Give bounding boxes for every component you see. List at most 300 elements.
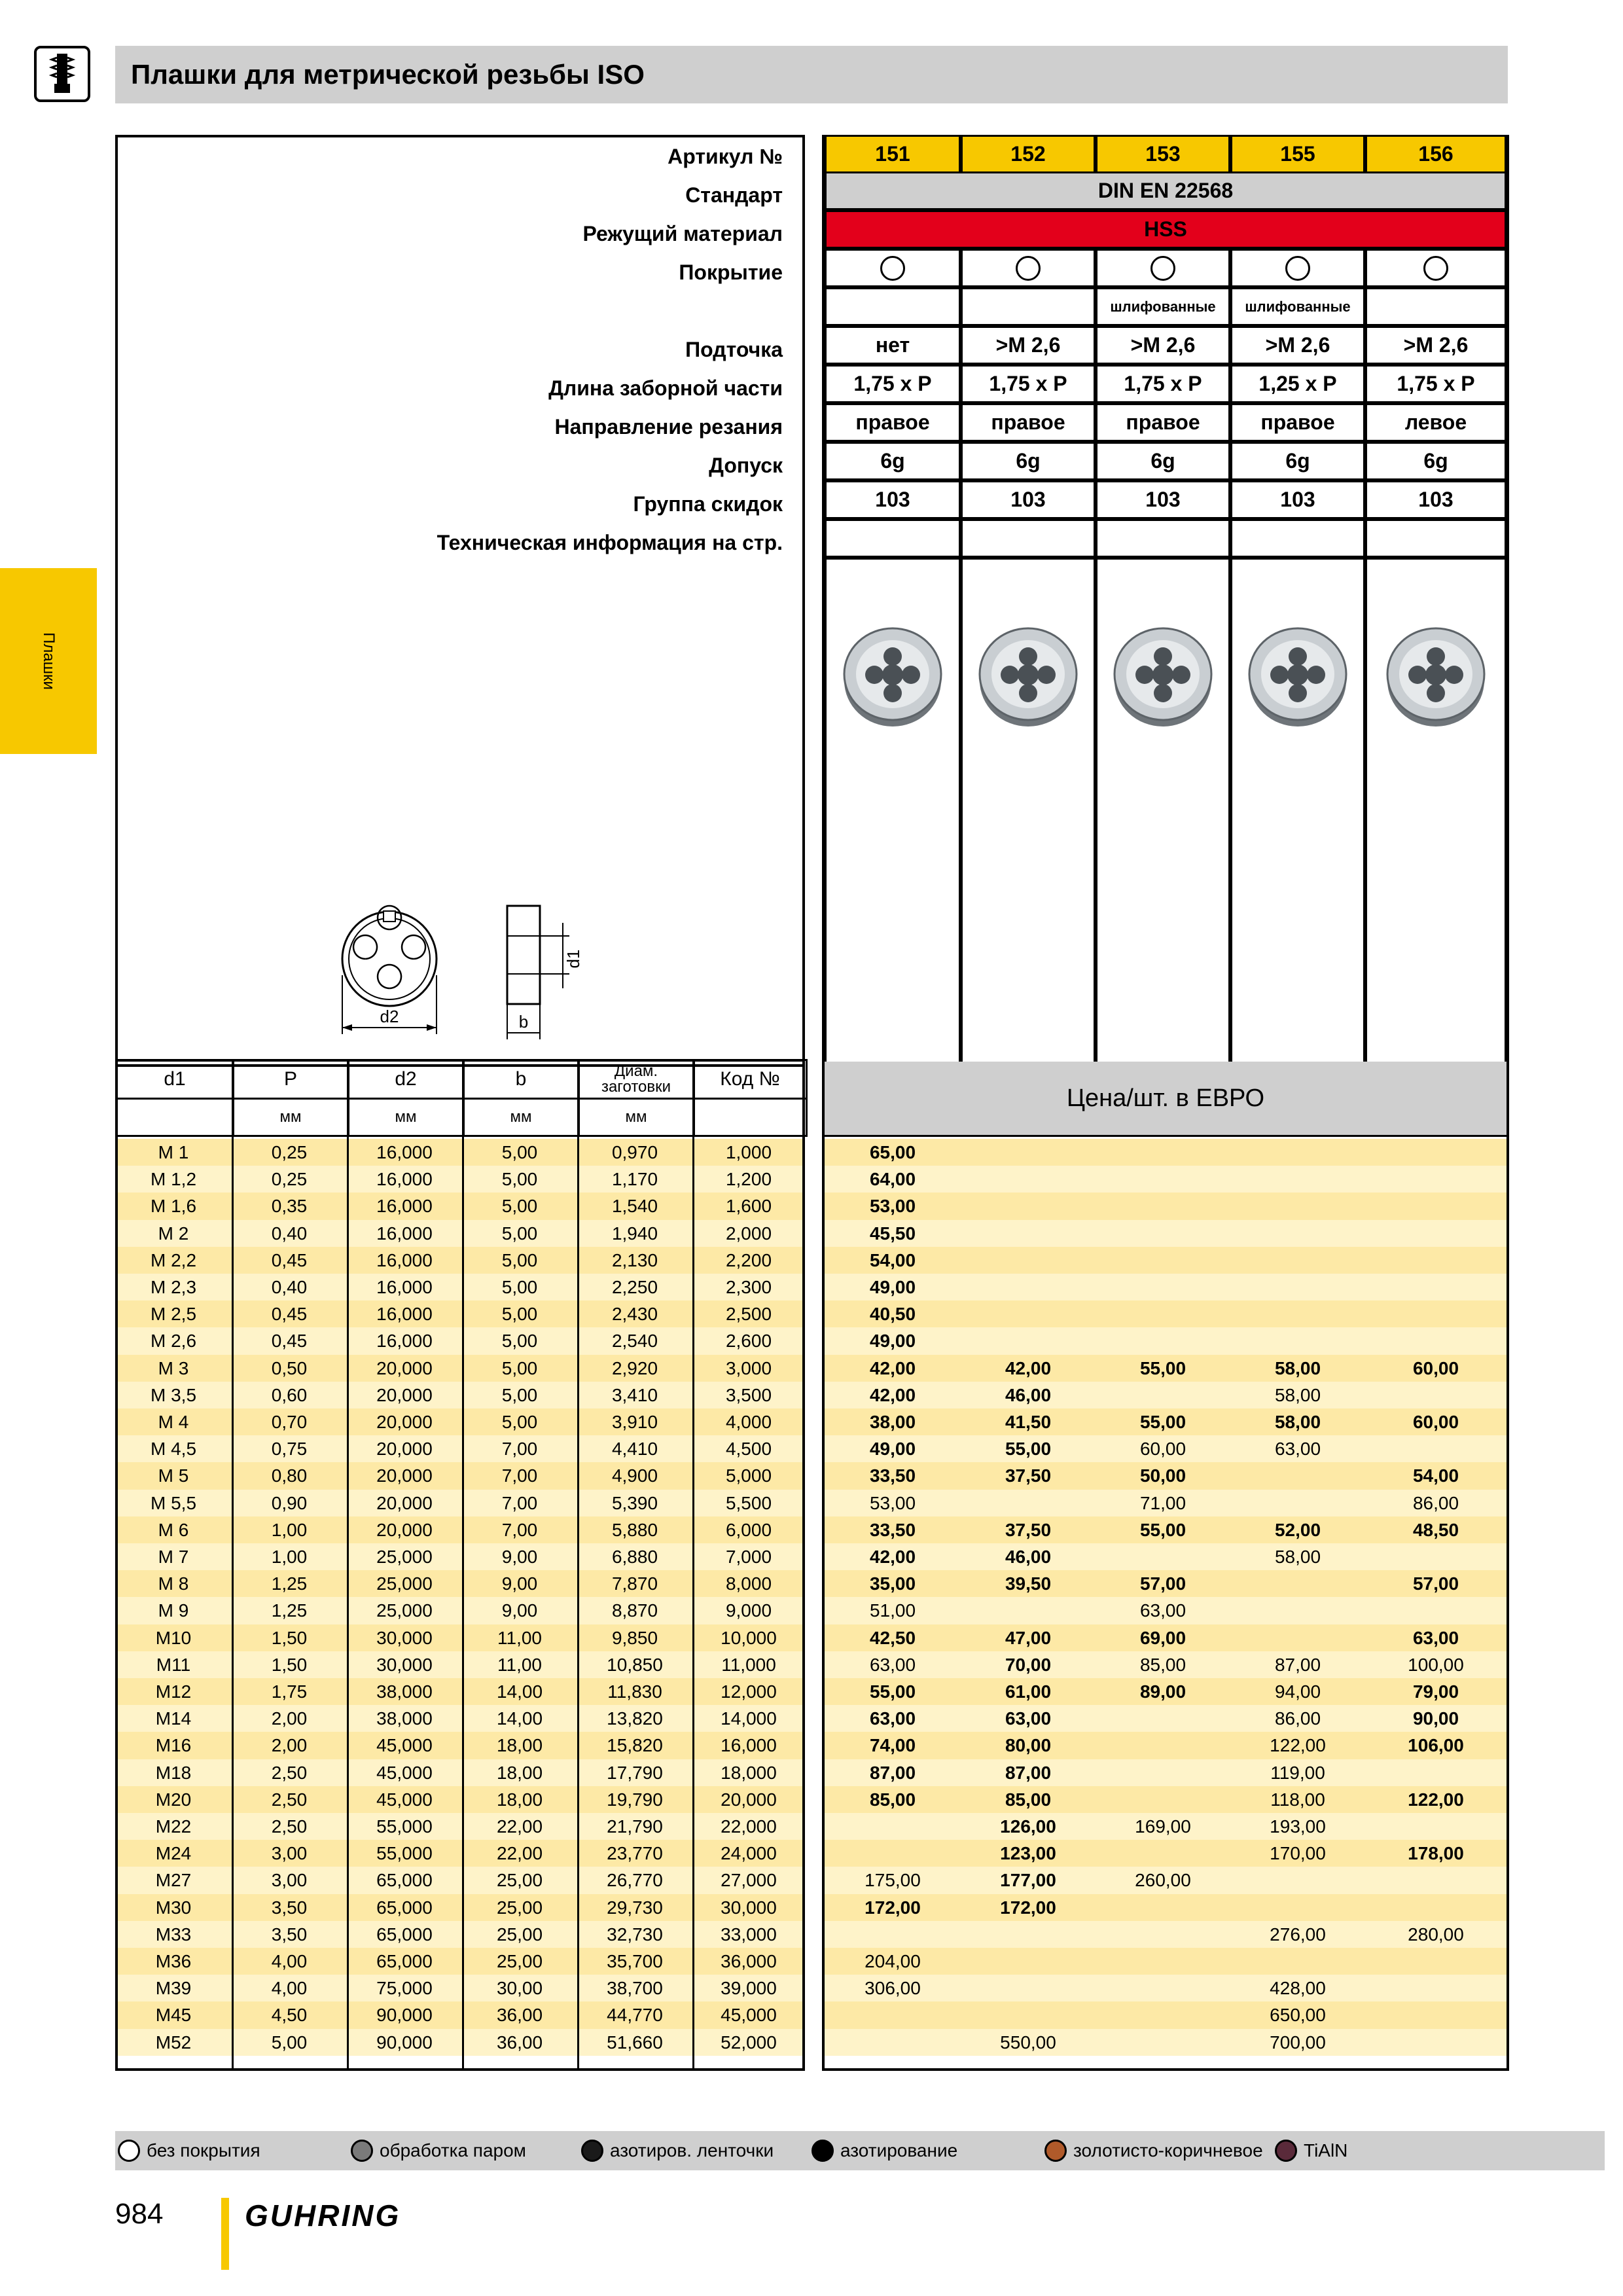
table-cell-p: 2,50 — [271, 1762, 308, 1783]
table-cell-d1: M39 — [155, 1978, 192, 1999]
table-cell-b: 30,00 — [496, 1978, 543, 1999]
nitrided-icon — [812, 2140, 834, 2162]
coating-cell — [825, 249, 961, 287]
price-cell — [1365, 1247, 1507, 1274]
table-cell-d1: M 8 — [158, 1573, 189, 1594]
properties-grind-cell: нет — [825, 326, 961, 365]
table-cell-blank: 13,820 — [607, 1708, 663, 1729]
table-cell-code: 5,500 — [725, 1492, 772, 1513]
table-cell-d2: 16,000 — [376, 1277, 433, 1297]
price-cell — [961, 1193, 1096, 1219]
price-cell: 57,00 — [1412, 1573, 1459, 1594]
table-cell-d1: M 4,5 — [150, 1439, 197, 1460]
price-cell — [961, 1300, 1096, 1327]
table-cell-d1: M 7 — [158, 1547, 189, 1567]
table-cell-blank: 1,940 — [611, 1223, 658, 1244]
table-cell-b: 25,00 — [496, 1870, 543, 1891]
table-cell-d1: M18 — [155, 1762, 192, 1783]
unit-header: мм — [577, 1098, 695, 1137]
table-cell-code: 24,000 — [721, 1843, 777, 1864]
properties-tolerance-cell: 6g — [825, 442, 961, 480]
table-cell-p: 1,25 — [271, 1600, 308, 1621]
table-cell-code: 39,000 — [721, 1978, 777, 1999]
table-cell-blank: 3,910 — [611, 1412, 658, 1432]
price-cell: 41,50 — [1005, 1412, 1052, 1432]
price-cell: 63,00 — [1139, 1600, 1186, 1621]
table-cell-d1: M 2,3 — [150, 1277, 197, 1297]
properties-discount_group-cell: 103 — [825, 480, 961, 519]
table-cell-d1: M22 — [155, 1816, 192, 1837]
price-cell: 86,00 — [1274, 1708, 1321, 1729]
price-cell: 87,00 — [1274, 1654, 1321, 1675]
price-cell: 54,00 — [1412, 1465, 1459, 1486]
price-cell: 46,00 — [1005, 1384, 1052, 1405]
price-cell — [1096, 1732, 1230, 1759]
unit-header — [692, 1098, 808, 1137]
price-cell: 85,00 — [869, 1789, 916, 1810]
table-cell-p: 1,75 — [271, 1681, 308, 1702]
price-cell: 175,00 — [865, 1870, 921, 1891]
table-cell-blank: 19,790 — [607, 1789, 663, 1810]
table-cell-d1: M 2,2 — [150, 1249, 197, 1270]
table-cell-p: 0,45 — [271, 1331, 308, 1352]
properties-discount_group-cell: 103 — [1230, 480, 1365, 519]
table-cell-code: 9,000 — [725, 1600, 772, 1621]
price-cell — [1365, 1193, 1507, 1219]
page-title: Плашки для метрической резьбы ISO — [131, 59, 645, 90]
price-cell — [1230, 1490, 1365, 1516]
uncoated-circle-icon — [1150, 256, 1175, 281]
table-cell-b: 9,00 — [501, 1547, 538, 1567]
price-cell — [1365, 1435, 1507, 1462]
properties-finish-cell — [961, 287, 1096, 326]
uncoated-circle-icon — [1016, 256, 1041, 281]
table-cell-d1: M 3,5 — [150, 1384, 197, 1405]
price-cell — [1096, 1921, 1230, 1948]
table-cell-code: 30,000 — [721, 1897, 777, 1918]
properties-article_numbers-cell: 156 — [1365, 135, 1507, 173]
price-cell: 33,50 — [869, 1519, 916, 1540]
properties-article_numbers-cell: 152 — [961, 135, 1096, 173]
properties-tech_info_page-cell — [961, 519, 1096, 558]
table-cell-p: 4,50 — [271, 2005, 308, 2026]
price-cell — [1096, 1193, 1230, 1219]
legend-item — [812, 2138, 957, 2164]
properties-chamfer_length-cell: 1,75 x P — [1365, 365, 1507, 403]
table-cell-d2: 20,000 — [376, 1519, 433, 1540]
table-cell-d1: M45 — [155, 2005, 192, 2026]
price-cell — [961, 1247, 1096, 1274]
table-cell-blank: 10,850 — [607, 1654, 663, 1675]
price-cell — [1230, 1274, 1365, 1300]
legend-item — [1044, 2138, 1263, 2164]
price-cell — [1096, 1139, 1230, 1166]
table-cell-p: 0,60 — [271, 1384, 308, 1405]
unit-header — [115, 1098, 234, 1137]
table-cell-code: 8,000 — [725, 1573, 772, 1594]
property-label: Длина заборной части — [548, 376, 783, 400]
label-b: b — [518, 1012, 529, 1031]
table-cell-d2: 16,000 — [376, 1223, 433, 1244]
table-cell-b: 25,00 — [496, 1951, 543, 1971]
table-cell-code: 7,000 — [725, 1547, 772, 1567]
price-cell — [1096, 2001, 1230, 2028]
price-cell: 276,00 — [1270, 1924, 1326, 1945]
table-cell-d2: 25,000 — [376, 1600, 433, 1621]
table-cell-b: 18,00 — [496, 1735, 543, 1756]
table-cell-code: 1,000 — [725, 1142, 772, 1162]
table-cell-blank: 0,970 — [611, 1142, 658, 1162]
table-cell-blank: 44,770 — [607, 2005, 663, 2026]
table-cell-b: 18,00 — [496, 1762, 543, 1783]
price-cell — [1230, 1624, 1365, 1651]
table-cell-code: 33,000 — [721, 1924, 777, 1945]
price-cell — [1230, 1597, 1365, 1624]
price-cell: 126,00 — [1000, 1816, 1056, 1837]
price-header: Цена/шт. в ЕВРО — [825, 1062, 1507, 1137]
table-cell-d1: M27 — [155, 1870, 192, 1891]
properties-tolerance-cell: 6g — [1365, 442, 1507, 480]
price-cell — [1365, 1274, 1507, 1300]
product-image-cell — [825, 558, 961, 1064]
uncoated-circle-icon — [1285, 256, 1310, 281]
price-cell: 42,00 — [869, 1547, 916, 1567]
table-cell-b: 9,00 — [501, 1573, 538, 1594]
price-cell: 71,00 — [1139, 1492, 1186, 1513]
price-cell: 123,00 — [1000, 1843, 1056, 1864]
properties-cutting_direction-cell: правое — [1230, 403, 1365, 442]
property-label: Направление резания — [554, 415, 783, 439]
brand-logo: GUHRING — [245, 2198, 401, 2233]
table-cell-p: 1,00 — [271, 1547, 308, 1567]
price-cell — [961, 1274, 1096, 1300]
price-cell — [1096, 1327, 1230, 1354]
table-cell-b: 25,00 — [496, 1924, 543, 1945]
table-cell-code: 2,200 — [725, 1249, 772, 1270]
price-cell: 49,00 — [869, 1277, 916, 1297]
properties-chamfer_length-cell: 1,25 x P — [1230, 365, 1365, 403]
table-cell-blank: 35,700 — [607, 1951, 663, 1971]
table-cell-d2: 16,000 — [376, 1331, 433, 1352]
product-image-cell — [1096, 558, 1230, 1064]
properties-finish-cell — [1365, 287, 1507, 326]
table-cell-b: 11,00 — [497, 1654, 542, 1675]
table-cell-p: 1,00 — [271, 1519, 308, 1540]
price-cell — [1365, 1543, 1507, 1570]
price-cell — [825, 1840, 961, 1867]
price-cell: 37,50 — [1005, 1519, 1052, 1540]
legend-label: золотисто-коричневое — [1073, 2140, 1263, 2161]
footer-accent-bar — [221, 2198, 229, 2270]
price-cell — [1096, 1975, 1230, 2001]
properties-discount_group-cell: 103 — [1365, 480, 1507, 519]
price-cell: 38,00 — [869, 1412, 916, 1432]
table-cell-d2: 16,000 — [376, 1142, 433, 1162]
side-tab-label: Плашки — [40, 632, 58, 690]
table-cell-p: 2,00 — [271, 1708, 308, 1729]
table-cell-blank: 4,900 — [611, 1465, 658, 1486]
coating-cell — [1096, 249, 1230, 287]
product-image-cell — [1230, 558, 1365, 1064]
properties-grind-cell: >M 2,6 — [1230, 326, 1365, 365]
table-cell-blank: 3,410 — [611, 1384, 658, 1405]
price-cell: 58,00 — [1274, 1357, 1321, 1378]
table-cell-d1: M 1 — [158, 1142, 189, 1162]
round-die-icon — [1383, 619, 1488, 730]
legend-label: азотирование — [840, 2140, 958, 2161]
table-cell-b: 5,00 — [501, 1384, 538, 1405]
table-cell-p: 0,50 — [271, 1357, 308, 1378]
table-cell-d2: 65,000 — [376, 1951, 433, 1971]
table-cell-code: 52,000 — [721, 2032, 777, 2053]
price-cell: 172,00 — [1000, 1897, 1056, 1918]
table-cell-d2: 55,000 — [376, 1816, 433, 1837]
legend-label: азотиров. ленточки — [610, 2140, 774, 2161]
table-cell-d2: 16,000 — [376, 1169, 433, 1190]
column-header: d1 — [115, 1059, 234, 1100]
price-cell — [1365, 1975, 1507, 2001]
price-cell: 55,00 — [1139, 1412, 1186, 1432]
table-cell-d1: M 9 — [158, 1600, 189, 1621]
price-cell — [1096, 2029, 1230, 2056]
price-cell: 428,00 — [1270, 1978, 1326, 1999]
table-cell-b: 7,00 — [501, 1492, 538, 1513]
table-cell-d2: 25,000 — [376, 1547, 433, 1567]
gold-brown-icon — [1044, 2140, 1067, 2162]
price-cell: 58,00 — [1274, 1547, 1321, 1567]
price-cell: 57,00 — [1139, 1573, 1186, 1594]
table-cell-p: 0,70 — [271, 1412, 308, 1432]
price-cell: 100,00 — [1408, 1654, 1464, 1675]
price-cell: 169,00 — [1135, 1816, 1191, 1837]
price-cell: 122,00 — [1408, 1789, 1464, 1810]
column-header: b — [462, 1059, 580, 1100]
price-cell: 33,50 — [869, 1465, 916, 1486]
price-cell: 178,00 — [1408, 1843, 1464, 1864]
column-header: Диам. заготовки — [577, 1059, 695, 1100]
table-cell-p: 3,00 — [271, 1870, 308, 1891]
property-label: Техническая информация на стр. — [437, 531, 783, 554]
table-cell-b: 36,00 — [496, 2005, 543, 2026]
price-cell: 35,00 — [869, 1573, 916, 1594]
price-cell: 47,00 — [1005, 1627, 1052, 1648]
price-cell: 63,00 — [869, 1654, 916, 1675]
table-cell-b: 25,00 — [496, 1897, 543, 1918]
table-cell-d1: M 2,6 — [150, 1331, 197, 1352]
price-cell: 63,00 — [1412, 1627, 1459, 1648]
price-cell: 87,00 — [1005, 1762, 1052, 1783]
legend-item — [1275, 2138, 1347, 2164]
table-cell-code: 22,000 — [721, 1816, 777, 1837]
legend-item — [581, 2138, 774, 2164]
price-cell: 89,00 — [1139, 1681, 1186, 1702]
price-cell: 40,50 — [869, 1304, 916, 1325]
table-cell-d2: 20,000 — [376, 1412, 433, 1432]
column-header: Код № — [692, 1059, 808, 1100]
price-cell: 65,00 — [869, 1142, 916, 1162]
table-cell-code: 1,600 — [725, 1196, 772, 1217]
price-cell: 94,00 — [1274, 1681, 1321, 1702]
table-cell-blank: 23,770 — [607, 1843, 663, 1864]
table-cell-code: 18,000 — [721, 1762, 777, 1783]
table-cell-b: 7,00 — [501, 1519, 538, 1540]
price-cell — [1230, 1867, 1365, 1893]
table-cell-code: 3,500 — [725, 1384, 772, 1405]
price-cell: 51,00 — [869, 1600, 916, 1621]
unit-header: мм — [347, 1098, 465, 1137]
properties-grind-cell: >M 2,6 — [1365, 326, 1507, 365]
legend-item — [118, 2138, 260, 2164]
price-cell — [825, 2029, 961, 2056]
uncoated-circle-icon — [1423, 256, 1448, 281]
table-cell-d1: M30 — [155, 1897, 192, 1918]
price-cell: 48,50 — [1412, 1519, 1459, 1540]
table-cell-p: 0,45 — [271, 1249, 308, 1270]
property-label: Допуск — [709, 454, 783, 477]
price-cell: 280,00 — [1408, 1924, 1464, 1945]
table-cell-blank: 1,540 — [611, 1196, 658, 1217]
price-cell: 54,00 — [869, 1249, 916, 1270]
table-cell-p: 4,00 — [271, 1951, 308, 1971]
table-cell-b: 14,00 — [496, 1681, 543, 1702]
table-cell-code: 2,600 — [725, 1331, 772, 1352]
properties-discount_group-cell: 103 — [961, 480, 1096, 519]
table-cell-code: 10,000 — [721, 1627, 777, 1648]
price-cell — [1230, 1166, 1365, 1193]
table-cell-p: 3,50 — [271, 1897, 308, 1918]
table-cell-d2: 38,000 — [376, 1708, 433, 1729]
table-cell-blank: 6,880 — [611, 1547, 658, 1567]
table-cell-b: 36,00 — [496, 2032, 543, 2053]
price-cell — [1365, 1166, 1507, 1193]
price-cell — [961, 1948, 1096, 1975]
properties-chamfer_length-cell: 1,75 x P — [1096, 365, 1230, 403]
table-cell-p: 0,90 — [271, 1492, 308, 1513]
price-cell — [1096, 1247, 1230, 1274]
table-cell-code: 45,000 — [721, 2005, 777, 2026]
price-cell: 37,50 — [1005, 1465, 1052, 1486]
price-cell — [1096, 1894, 1230, 1921]
table-cell-b: 5,00 — [501, 1249, 538, 1270]
properties-article_numbers-cell: 155 — [1230, 135, 1365, 173]
table-cell-p: 0,45 — [271, 1304, 308, 1325]
table-cell-code: 1,200 — [725, 1169, 772, 1190]
price-cell — [961, 1597, 1096, 1624]
price-cell: 119,00 — [1270, 1762, 1325, 1783]
table-cell-code: 4,000 — [725, 1412, 772, 1432]
price-cell: 49,00 — [869, 1439, 916, 1460]
price-cell: 53,00 — [869, 1492, 916, 1513]
round-die-icon — [1245, 619, 1350, 730]
price-cell — [961, 1921, 1096, 1948]
price-cell — [825, 1921, 961, 1948]
table-cell-p: 0,80 — [271, 1465, 308, 1486]
price-cell — [1096, 1948, 1230, 1975]
table-cell-d1: M 2 — [158, 1223, 189, 1244]
price-cell — [1365, 1597, 1507, 1624]
table-cell-b: 5,00 — [501, 1412, 538, 1432]
table-cell-blank: 11,830 — [607, 1681, 662, 1702]
table-cell-b: 18,00 — [496, 1789, 543, 1810]
table-cell-d2: 45,000 — [376, 1735, 433, 1756]
price-cell: 177,00 — [1000, 1870, 1056, 1891]
table-cell-blank: 2,130 — [611, 1249, 658, 1270]
table-cell-d1: M16 — [155, 1735, 192, 1756]
table-cell-blank: 9,850 — [611, 1627, 658, 1648]
price-cell — [1230, 1462, 1365, 1489]
table-cell-b: 5,00 — [501, 1142, 538, 1162]
table-cell-p: 0,40 — [271, 1277, 308, 1297]
table-cell-blank: 38,700 — [607, 1978, 663, 1999]
nitrided-margins-icon — [581, 2140, 603, 2162]
price-cell: 87,00 — [869, 1762, 916, 1783]
table-cell-d2: 16,000 — [376, 1196, 433, 1217]
table-cell-b: 14,00 — [496, 1708, 543, 1729]
table-cell-blank: 2,920 — [611, 1357, 658, 1378]
price-cell — [1096, 1705, 1230, 1732]
price-cell — [1096, 1759, 1230, 1786]
column-header: d2 — [347, 1059, 465, 1100]
table-cell-p: 2,50 — [271, 1789, 308, 1810]
properties-finish-cell: шлифованные — [1230, 287, 1365, 326]
coating-cell — [961, 249, 1096, 287]
legend-label: обработка паром — [380, 2140, 526, 2161]
table-cell-d2: 20,000 — [376, 1384, 433, 1405]
price-cell: 106,00 — [1408, 1735, 1464, 1756]
table-cell-d1: M 2,5 — [150, 1304, 197, 1325]
properties-grind-cell: >M 2,6 — [961, 326, 1096, 365]
price-cell — [1096, 1274, 1230, 1300]
price-cell: 55,00 — [1139, 1519, 1186, 1540]
price-cell — [1230, 1894, 1365, 1921]
table-cell-code: 27,000 — [721, 1870, 777, 1891]
table-cell-d2: 20,000 — [376, 1439, 433, 1460]
table-cell-d2: 45,000 — [376, 1789, 433, 1810]
table-cell-d1: M 4 — [158, 1412, 189, 1432]
material-cell: HSS — [825, 210, 1507, 249]
price-cell: 650,00 — [1270, 2005, 1326, 2026]
price-cell: 170,00 — [1270, 1843, 1326, 1864]
round-die-icon — [1111, 619, 1215, 730]
property-label: Покрытие — [679, 260, 783, 284]
table-cell-code: 14,000 — [721, 1708, 777, 1729]
price-cell — [1230, 1570, 1365, 1597]
price-cell: 53,00 — [869, 1196, 916, 1217]
table-cell-blank: 32,730 — [607, 1924, 663, 1945]
price-cell — [961, 1139, 1096, 1166]
price-cell — [1230, 1327, 1365, 1354]
table-cell-b: 7,00 — [501, 1439, 538, 1460]
table-cell-blank: 8,870 — [611, 1600, 658, 1621]
property-label: Артикул № — [668, 145, 783, 168]
steam-treated-icon — [351, 2140, 373, 2162]
price-cell — [1230, 1300, 1365, 1327]
price-cell — [1365, 1220, 1507, 1247]
price-cell: 118,00 — [1270, 1789, 1325, 1810]
table-cell-d1: M 5 — [158, 1465, 189, 1486]
price-cell: 60,00 — [1139, 1439, 1186, 1460]
price-cell: 55,00 — [869, 1681, 916, 1702]
table-cell-p: 0,25 — [271, 1169, 308, 1190]
price-cell: 39,50 — [1005, 1573, 1052, 1594]
price-cell — [1365, 1139, 1507, 1166]
table-cell-d1: M36 — [155, 1951, 192, 1971]
table-cell-d1: M33 — [155, 1924, 192, 1945]
table-cell-b: 9,00 — [501, 1600, 538, 1621]
table-cell-d2: 90,000 — [376, 2005, 433, 2026]
table-cell-d2: 65,000 — [376, 1870, 433, 1891]
price-cell: 61,00 — [1005, 1681, 1052, 1702]
